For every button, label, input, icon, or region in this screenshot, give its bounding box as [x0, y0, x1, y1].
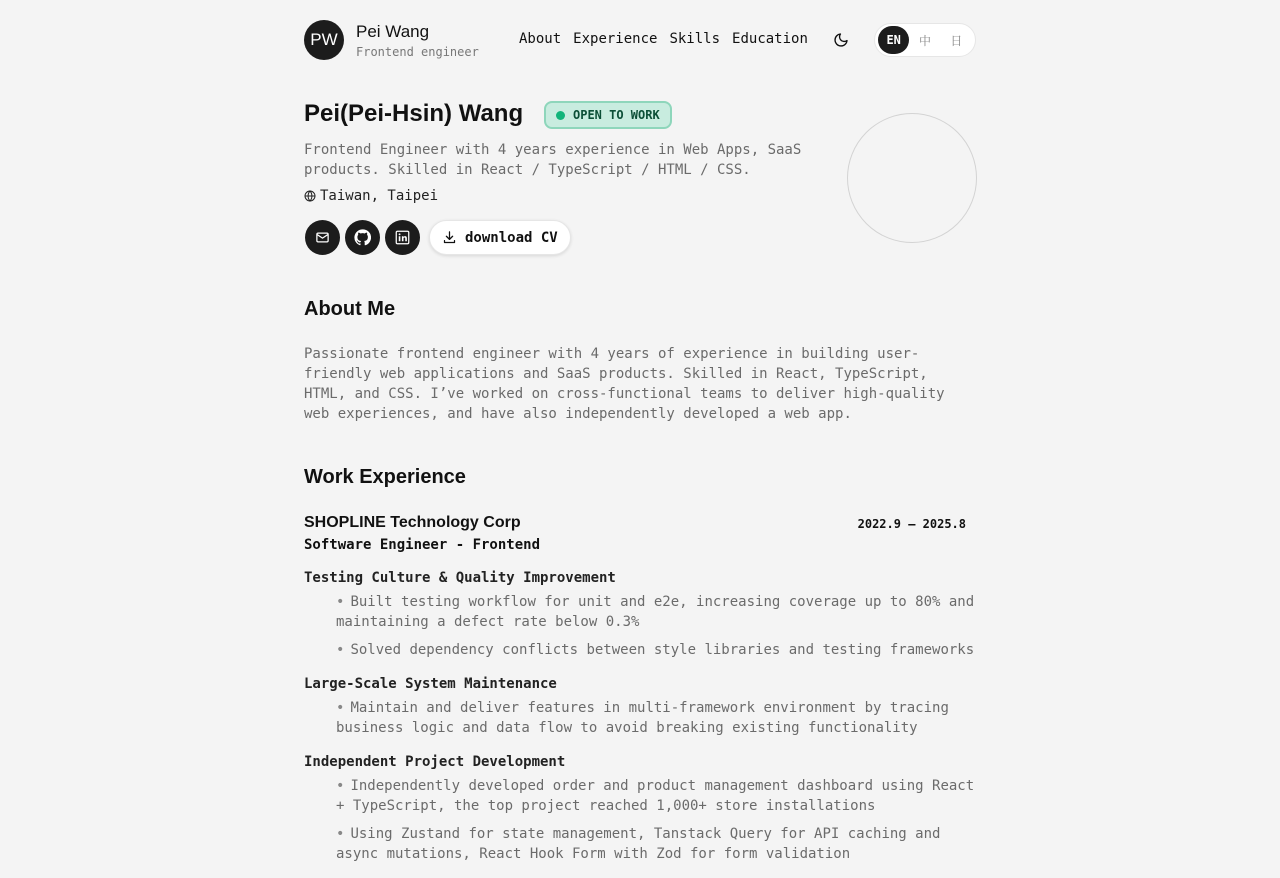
experience-groups — [304, 568, 976, 878]
linkedin-button[interactable] — [385, 220, 420, 255]
avatar: PW — [304, 20, 344, 60]
experience-list — [304, 698, 976, 738]
theme-toggle-button[interactable] — [830, 30, 852, 50]
lang-zh[interactable]: 中 — [918, 33, 931, 48]
experience-list — [304, 776, 976, 864]
brand-role: Frontend engineer — [356, 45, 479, 59]
experience-title: Work Experience — [304, 466, 466, 488]
location-text: Taiwan, Taipei — [320, 188, 439, 204]
language-switcher — [874, 23, 976, 57]
job-role: Software Engineer - Frontend — [304, 537, 541, 553]
github-button[interactable] — [345, 220, 380, 255]
about-text: Passionate frontend engineer with 4 years of experience in building user-friendly web applications and SaaS products. Skilled in React, TypeScript, HTML, and CSS. I’ve worked on cross-functional teams to deliver high-quality web experiences, and have also independently developed a web app. — [304, 346, 945, 422]
download-cv-label: download CV — [465, 229, 558, 246]
nav-skills[interactable]: Skills — [669, 31, 721, 47]
moon-icon — [833, 32, 849, 48]
experience-group — [304, 674, 976, 738]
download-cv-button[interactable] — [429, 220, 571, 255]
github-icon — [354, 229, 371, 246]
main-nav — [519, 31, 808, 47]
nav-education[interactable]: Education — [732, 31, 808, 47]
experience-group-title: Independent Project Development — [304, 754, 566, 770]
experience-group-title: Large-Scale System Maintenance — [304, 676, 557, 692]
list-item — [336, 698, 976, 738]
list-item-text: Built testing workflow for unit and e2e, increasing coverage up to 80% and maintaining a defect rate below 0.3% — [336, 594, 975, 630]
list-item-text: Maintain and deliver features in multi-framework environment by tracing business logic and data flow to avoid breaking existing functionality — [336, 700, 949, 736]
status-badge-label: OPEN TO WORK — [573, 108, 660, 122]
list-item — [336, 640, 976, 660]
nav-about[interactable]: About — [519, 31, 562, 47]
bullet-icon: • — [336, 778, 345, 794]
bullet-icon: • — [336, 700, 345, 716]
list-item — [336, 592, 976, 632]
contact-actions — [305, 220, 571, 255]
globe-icon — [304, 190, 316, 202]
brand-name: Pei Wang — [356, 22, 430, 41]
lang-en[interactable]: EN — [878, 26, 909, 54]
mail-icon — [315, 230, 330, 245]
nav-experience[interactable]: Experience — [573, 31, 658, 47]
profile-photo — [847, 113, 977, 243]
linkedin-icon — [395, 230, 410, 245]
bullet-icon: • — [336, 642, 345, 658]
list-item-text: Independently developed order and product management dashboard using React + TypeScript, the top project reached 1,000+ store installations — [336, 778, 975, 814]
email-button[interactable] — [305, 220, 340, 255]
site-header — [304, 0, 976, 80]
bullet-icon: • — [336, 826, 345, 842]
location — [304, 188, 438, 204]
experience-group — [304, 752, 976, 864]
download-icon — [442, 230, 457, 245]
list-item — [336, 824, 976, 864]
experience-group-title: Testing Culture & Quality Improvement — [304, 570, 616, 586]
lang-ja[interactable]: 日 — [950, 33, 963, 48]
company-name: SHOPLINE Technology Corp — [304, 514, 521, 531]
bullet-icon: • — [336, 594, 345, 610]
page — [304, 0, 976, 862]
list-item — [336, 776, 976, 816]
hero-section — [304, 80, 976, 274]
list-item-text: Solved dependency conflicts between style libraries and testing frameworks — [350, 642, 975, 658]
experience-list — [304, 592, 976, 660]
employment-dates: 2022.9 – 2025.8 — [857, 517, 966, 531]
status-badge — [544, 101, 672, 129]
about-title: About Me — [304, 298, 396, 320]
hero-summary: Frontend Engineer with 4 years experience in Web Apps, SaaS products. Skilled in React / TypeScript / HTML / CSS. — [304, 142, 802, 178]
experience-group — [304, 568, 976, 660]
status-dot — [556, 111, 565, 120]
list-item-text: Using Zustand for state management, Tanstack Query for API caching and async mutations, React Hook Form with Zod for form validation — [336, 826, 941, 862]
page-title: Pei(Pei-Hsin) Wang — [304, 100, 524, 127]
